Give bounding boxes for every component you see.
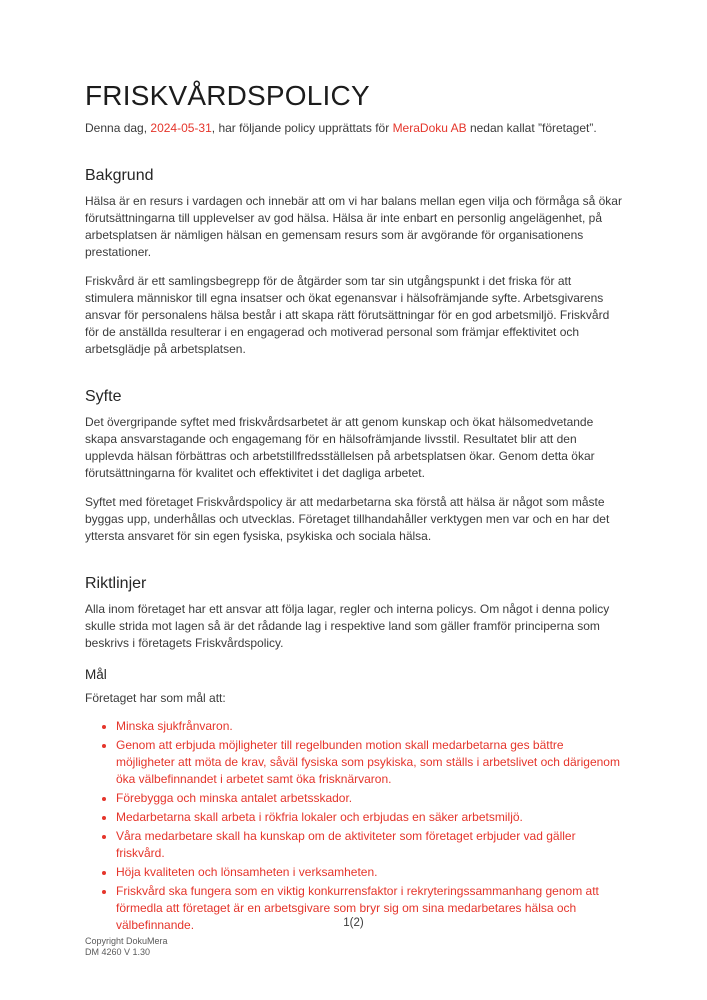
document-title: FRISKVÅRDSPOLICY xyxy=(85,80,370,111)
goals-list xyxy=(85,718,623,934)
intro-prefix: Denna dag, xyxy=(85,121,151,135)
section-riktlinjer xyxy=(85,574,623,934)
paragraph: Syftet med företaget Friskvårdspolicy är att medarbetarna ska förstå att hälsa är något som måste byggas upp, underhållas och utvecklas. Företaget tillhandahåller verktygen men var och en har det yttersta ansvaret för sin egen fysiska, psykiska och sociala hälsa. xyxy=(85,495,610,543)
intro-company-name: MeraDoku AB xyxy=(392,121,467,135)
goal-item: • Höja kvaliteten och lönsamheten i verksamheten. xyxy=(116,864,623,881)
section-heading-riktlinjer: Riktlinjer xyxy=(85,575,147,592)
intro-suffix: nedan kallat ”företaget”. xyxy=(466,121,597,135)
section-heading-syfte: Syfte xyxy=(85,388,122,405)
goal-item: • Medarbetarna skall arbeta i rökfria lokaler och erbjudas en säker arbetsmiljö. xyxy=(116,809,623,826)
goal-item: • Friskvård ska fungera som en viktig konkurrensfaktor i rekryteringssammanhang genom att förmedla att företaget är en arbetsgivare som bryr sig om sina medarbetares hälsa och välbefinnande. xyxy=(116,883,623,934)
copyright-block xyxy=(85,936,168,958)
intro-date: 2024-05-31 xyxy=(150,121,212,135)
goal-item: • Minska sjukfrånvaron. xyxy=(116,718,623,735)
copyright-line: Copyright DokuMera xyxy=(85,936,168,946)
document-content xyxy=(85,0,623,936)
paragraph: Friskvård är ett samlingsbegrepp för de åtgärder som tar sin utgångspunkt i det friska för att stimulera människor till egna insatser och ökat egenansvar i hälsofrämjande syfte. Arbetsgivarens ansvar för personalens hälsa består i att skapa rätt förutsättningar för en god arbetsmiljö. Friskvård för de anställda resulterar i en engagerad och motiverad personal som främjar effektivitet och arbetsglädje på arbetsplatsen. xyxy=(85,274,610,356)
goals-lead: Företaget har som mål att: xyxy=(85,691,226,705)
intro-middle: , har följande policy upprättats för xyxy=(211,121,393,135)
paragraph: Det övergripande syftet med friskvårdsarbetet är att genom kunskap och ökat hälsomedvetande skapa ansvarstagande och engagemang för en hälsofrämjande livsstil. Resultatet blir att den upplevda hälsan förbättras och arbetstillfredsställelsen på arbetsplatsen ökar. Genom detta ökar förutsättningarna för kvalitet och effektivitet i det dagliga arbetet. xyxy=(85,415,595,480)
page-number: 1(2) xyxy=(343,917,364,929)
goal-item: • Genom att erbjuda möjligheter till regelbunden motion skall medarbetarna ges bättre möjligheter att möta de krav, såväl fysiska som psykiska, som ställs i arbetslivet och därigenom öka välbefinnandet i arbetet samt öka frisknärvaron. xyxy=(116,737,623,788)
subheading-mal: Mål xyxy=(85,667,107,682)
section-syfte xyxy=(85,387,623,545)
goal-item: • Förebygga och minska antalet arbetsskador. xyxy=(116,790,623,807)
goal-item: • Våra medarbetare skall ha kunskap om de aktiviteter som företaget erbjuder vad gäller friskvård. xyxy=(116,828,623,862)
paragraph: Alla inom företaget har ett ansvar att följa lagar, regler och interna policys. Om något i denna policy skulle strida mot lagen så är det rådande lag i respektive land som gäller framför principerna som beskrivs i företagets Friskvårdspolicy. xyxy=(85,602,610,650)
section-bakgrund xyxy=(85,166,623,358)
paragraph: Hälsa är en resurs i vardagen och innebär att om vi har balans mellan egen vilja och förmåga så ökar förutsättningarna till upplevelser av god hälsa. Hälsa är inte enbart en personlig angelägenhet, på arbetsplatsen är nämligen hälsan en gemensam resurs som är avgörande för organisationens prestationer. xyxy=(85,194,622,259)
document-version-line: DM 4260 V 1.30 xyxy=(85,947,151,957)
intro-line xyxy=(85,120,623,137)
section-heading-bakgrund: Bakgrund xyxy=(85,167,154,184)
